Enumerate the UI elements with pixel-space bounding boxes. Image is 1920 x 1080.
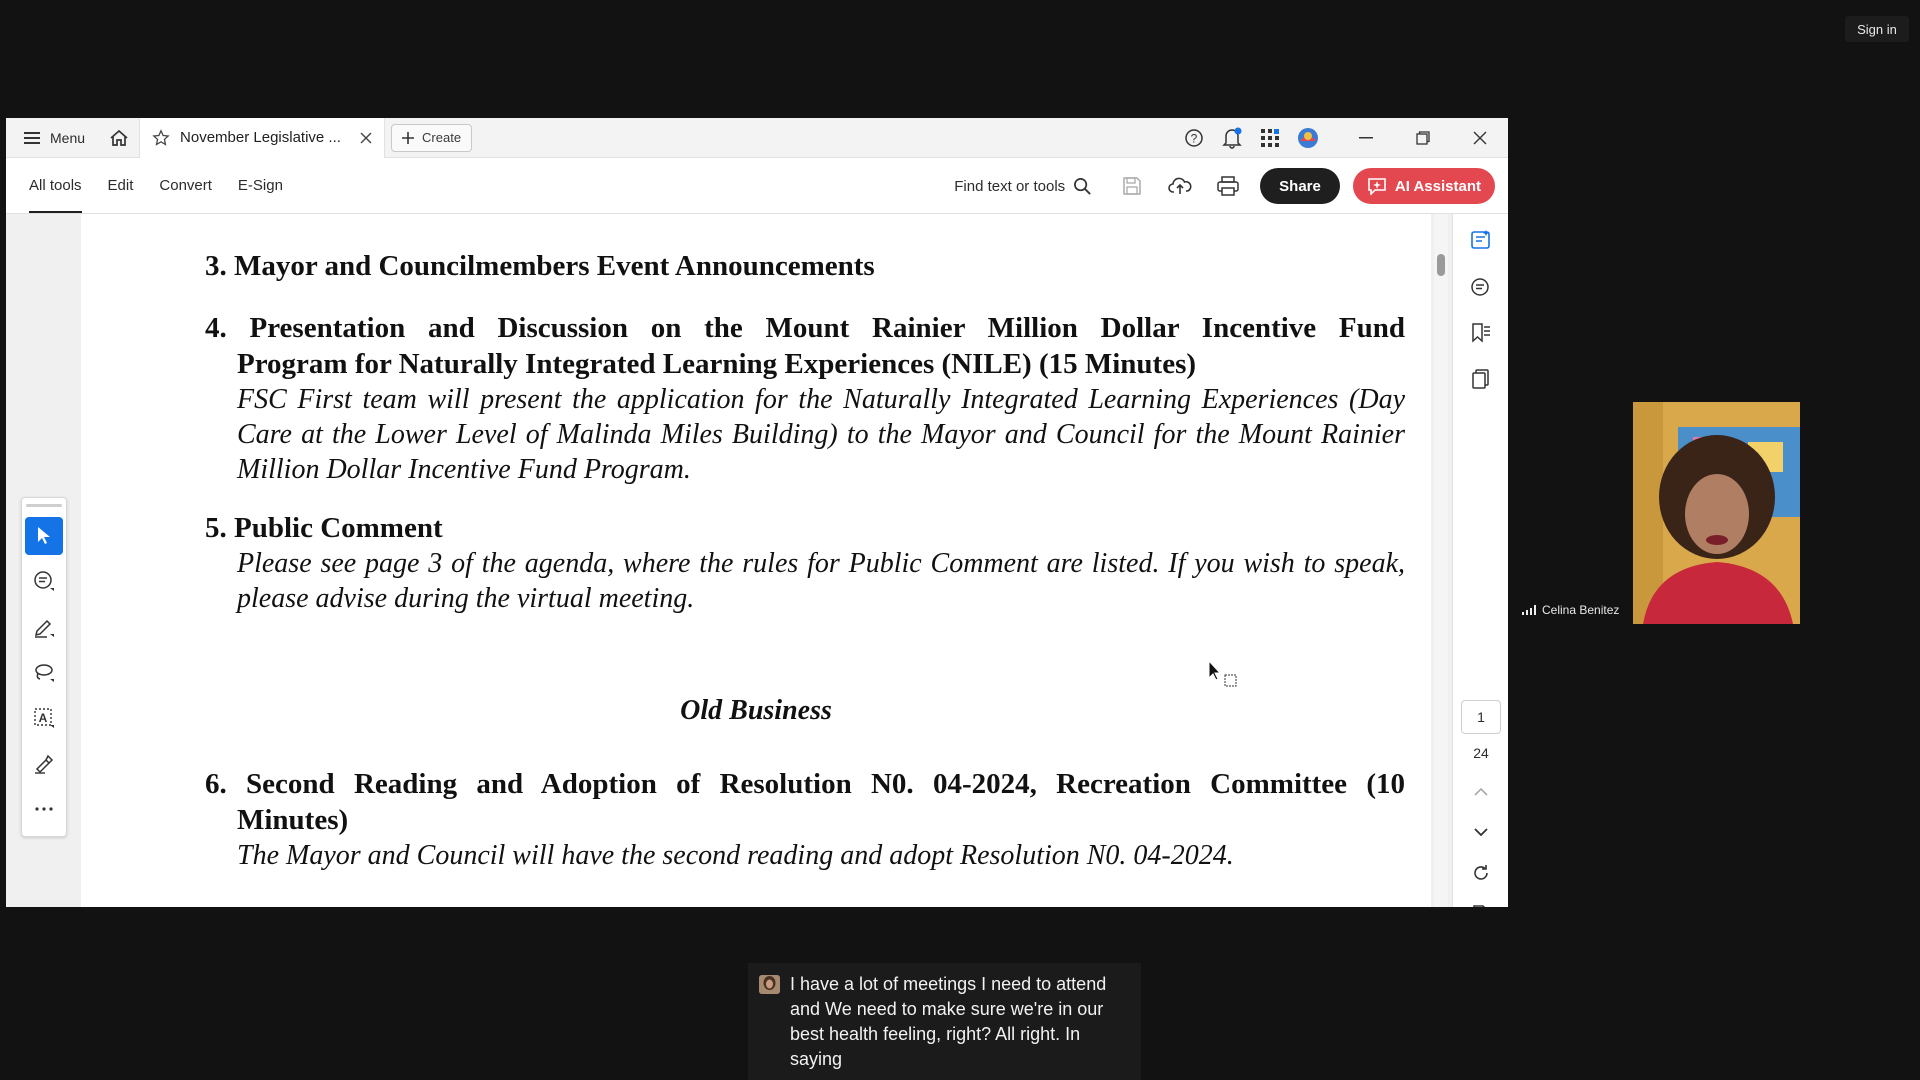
search-icon [1073,177,1092,196]
restore-icon [1416,131,1430,145]
text-tool-button[interactable] [25,699,63,737]
main-toolbar [6,158,1508,214]
section-heading: Old Business [680,695,832,726]
comments-icon [1470,277,1492,299]
tab-label: Edit [107,177,134,194]
caption-text: I have a lot of meetings I need to attend and We need to make sure we're in our best health feeling, right? All right. In saying [790,974,1107,1069]
sign-tool-button[interactable] [25,745,63,783]
highlight-tool-button[interactable] [25,608,63,646]
quick-tools-panel [21,497,67,837]
page-fit-button[interactable] [1453,897,1508,907]
home-button[interactable] [99,118,139,157]
more-tools-button[interactable] [25,790,63,828]
apps-button[interactable] [1251,118,1289,158]
item-4-description: FSC First team will present the application for the Naturally Integrated Learning Experiences (Day Care at the Lower Level of Malinda Miles Building) to the Mayor and Council for the Mount Rainier Million Dollar Incentive Fund Program. [237,384,1405,485]
chevron-up-icon [1474,788,1488,796]
document-area [6,214,1508,907]
scrollbar-thumb[interactable] [1437,254,1445,276]
print-button[interactable] [1204,158,1252,214]
current-page-input[interactable]: 1 [1461,700,1501,734]
tab-label: All tools [29,177,82,194]
page-fit-icon [1471,904,1491,907]
tab-title: November Legislative ... [180,129,341,146]
rotate-button[interactable] [1453,855,1508,891]
right-side-rail [1452,214,1508,907]
ai-assistant-label: AI Assistant [1394,177,1481,195]
bookmarks-panel-button[interactable] [1453,315,1508,351]
profile-avatar-icon [1297,127,1319,149]
agenda-item-3: 3. Mayor and Councilmembers Event Announcements [205,250,875,282]
find-label: Find text or tools [954,177,1066,195]
text-box-icon [33,707,55,729]
signal-strength-icon [1522,605,1536,615]
panel-grip[interactable] [26,504,62,507]
speaker-avatar [759,975,780,994]
cloud-upload-icon [1168,176,1192,196]
ai-assistant-button[interactable] [1353,168,1495,204]
tab-convert[interactable] [146,158,225,213]
item-6-title-line-1: 6. Second Reading and Adoption of Resolution N0. 04-2024, Recreation Committee (10 [205,768,1405,800]
tools-panel-icon [1470,229,1492,251]
comment-icon [33,570,55,592]
mouse-cursor-icon [1208,660,1240,690]
more-icon [34,807,54,811]
cursor-arrow-icon [35,526,53,546]
item-4-title-line-2: Program for Naturally Integrated Learning Experiences (NILE) (15 Minutes) [237,348,1197,380]
item-6-description: The Mayor and Council will have the second reading and adopt Resolution N0. 04-2024. [237,840,1234,871]
item-4-title-line-1: 4. Presentation and Discussion on the Mount Rainier Million Dollar Incentive Fund [205,312,1405,344]
hamburger-icon [24,131,40,145]
plus-icon [402,132,414,144]
close-tab-icon[interactable] [360,132,372,144]
comment-tool-button[interactable] [25,563,63,601]
pages-panel-button[interactable] [1453,361,1508,397]
select-tool-button[interactable] [25,517,63,555]
create-label: Create [422,130,462,145]
tab-all-tools[interactable] [23,158,95,213]
svg-text:A: A [38,711,48,726]
help-button[interactable] [1175,118,1213,158]
share-button[interactable]: Share [1260,168,1340,204]
star-icon[interactable] [152,129,170,147]
chevron-down-icon [1474,828,1488,836]
draw-tool-button[interactable] [25,654,63,692]
title-bar [6,118,1508,158]
create-button[interactable] [391,124,472,152]
upload-button[interactable] [1156,158,1204,214]
print-icon [1217,176,1239,196]
agenda-item-5 [205,510,1405,616]
bookmark-icon [1470,322,1492,344]
notifications-button[interactable] [1213,118,1251,158]
document-tab[interactable] [139,118,385,158]
live-caption [748,963,1141,1080]
previous-page-button[interactable] [1453,774,1508,810]
participant-name-tag [1522,603,1619,617]
find-text-or-tools[interactable] [954,177,1108,196]
agenda-item-6 [205,766,1405,873]
restore-button[interactable] [1394,118,1451,158]
agenda-item-4 [205,310,1405,487]
svg-text:?: ? [1190,131,1198,146]
menu-button[interactable] [6,118,99,157]
pages-icon [1470,368,1492,390]
close-window-button[interactable] [1451,118,1508,158]
help-icon [1184,128,1204,148]
lasso-icon [33,661,55,683]
pdf-page[interactable] [81,214,1431,907]
next-page-button[interactable] [1453,814,1508,850]
profile-button[interactable] [1289,118,1327,158]
sign-in-button[interactable]: Sign in [1845,16,1909,42]
vertical-scrollbar[interactable] [1434,214,1448,907]
close-icon [1473,131,1487,145]
item-5-description: Please see page 3 of the agenda, where the rules for Public Comment are listed. If you wish to speak, please advise during the virtual meeting. [237,548,1405,614]
minimize-icon [1359,137,1373,139]
apps-grid-icon [1261,129,1279,147]
bell-icon [1222,127,1242,149]
speaker-avatar-image [759,975,780,994]
item-5-title: 5. Public Comment [205,512,443,544]
tab-e-sign[interactable] [225,158,296,213]
ai-assistant-icon [1367,177,1387,195]
participant-video[interactable] [1633,402,1800,624]
all-tools-panel-button[interactable] [1453,222,1508,258]
rotate-icon [1471,863,1491,883]
minimize-button[interactable] [1337,118,1394,158]
tab-label: Convert [159,177,212,194]
tab-label: E-Sign [237,177,283,194]
tab-edit[interactable] [95,158,147,213]
save-icon [1122,176,1142,196]
pen-icon [33,616,55,638]
acrobat-window [6,118,1508,907]
total-pages: 24 [1473,745,1489,761]
menu-label: Menu [50,129,86,146]
participant-name: Celina Benitez [1542,603,1620,617]
participant-video-feed [1633,402,1800,624]
home-icon [109,128,129,148]
item-6-title-line-2: Minutes) [237,804,349,836]
save-button[interactable] [1108,158,1156,214]
comments-panel-button[interactable] [1453,270,1508,306]
signature-pen-icon [33,753,55,775]
